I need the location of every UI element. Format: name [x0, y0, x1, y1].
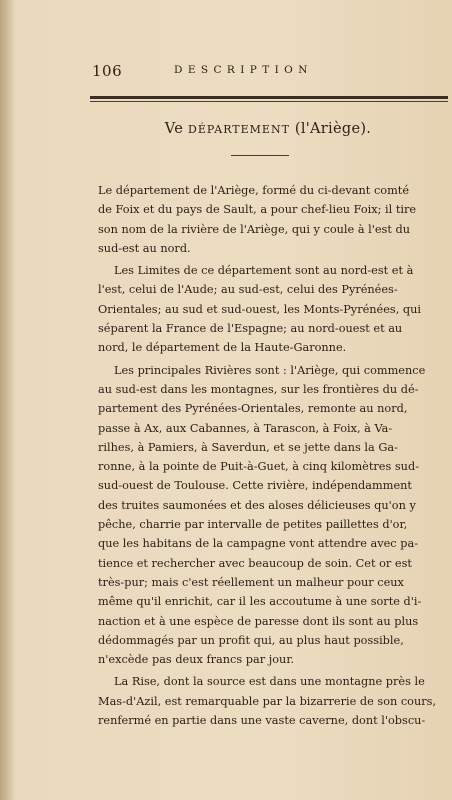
text-line: naction et à une espèce de paresse dont ils sont au plus — [98, 614, 419, 628]
text-line: passe à Ax, aux Cabannes, à Tarascon, à Foix, à Va- — [98, 421, 393, 435]
header-rule-thin — [90, 101, 448, 102]
text-line: Les Limites de ce département sont au nord-est et à — [114, 264, 414, 278]
running-head: DESCRIPTION — [174, 64, 313, 76]
text-line: que les habitans de la campagne vont attendre avec pa- — [98, 537, 419, 551]
text-line: renfermé en partie dans une vaste caverne, dont l'obscu- — [98, 714, 426, 728]
text-line: de Foix et du pays de Sault, a pour chef-lieu Foix; il tire — [98, 203, 417, 217]
text-line: La Rise, dont la source est dans une montagne près le — [114, 675, 425, 689]
page-number: 106 — [92, 62, 123, 80]
text-line: n'excède pas deux francs par jour. — [98, 653, 295, 667]
text-line: Mas-d'Azil, est remarquable par la bizarrerie de son cours, — [98, 694, 437, 708]
text-line: pêche, charrie par intervalle de petites paillettes d'or, — [98, 518, 408, 532]
text-line: l'est, celui de l'Aude; au sud-est, celui des Pyrénées- — [98, 283, 398, 297]
section-name: (l'Ariège). — [294, 121, 372, 137]
text-line: son nom de la rivière de l'Ariège, qui y coule à l'est du — [98, 222, 410, 236]
text-line: partement des Pyrénées-Orientales, remonte au nord, — [98, 402, 408, 416]
text-line: dédommagés par un profit qui, au plus haut possible, — [98, 633, 404, 647]
header-rule-thick — [90, 96, 448, 99]
title-rule — [231, 155, 289, 156]
body-text — [98, 181, 443, 730]
gutter-shadow — [0, 0, 16, 800]
text-line: Les principales Rivières sont : l'Ariège, qui commence — [114, 363, 426, 377]
text-line: au sud-est dans les montagnes, sur les frontières du dé- — [98, 382, 419, 396]
text-line: très-pur; mais c'est réellement un malheur pour ceux — [98, 575, 404, 589]
paragraph — [98, 361, 443, 670]
text-line: nord, le département de la Haute-Garonne. — [98, 341, 347, 355]
section-word: DÉPARTEMENT — [188, 123, 290, 136]
text-line: séparent la France de l'Espagne; au nord-ouest et au — [98, 322, 403, 336]
text-line: sud-est au nord. — [98, 241, 191, 255]
paragraph — [98, 261, 443, 357]
text-line: même qu'il enrichit, car il les accoutume à une sorte d'i- — [98, 595, 422, 609]
text-line: sud-ouest de Toulouse. Cette rivière, indépendamment — [98, 479, 412, 493]
text-line: Le département de l'Ariège, formé du ci-devant comté — [98, 184, 410, 197]
paragraph — [98, 672, 443, 730]
page-header — [92, 62, 448, 80]
section-title — [92, 121, 444, 137]
text-line: ronne, à la pointe de Puit-à-Guet, à cinq kilomètres sud- — [98, 460, 420, 474]
paragraph — [98, 181, 443, 258]
text-line: rilhes, à Pamiers, à Saverdun, et se jette dans la Ga- — [98, 440, 398, 454]
text-line: tience et rechercher avec beaucoup de soin. Cet or est — [98, 556, 412, 570]
section-numeral: Ve — [164, 121, 184, 137]
text-line: des truites saumonées et des aloses délicieuses qu'on y — [98, 498, 416, 512]
text-line: Orientales; au sud et sud-ouest, les Monts-Pyrénées, qui — [98, 302, 422, 316]
